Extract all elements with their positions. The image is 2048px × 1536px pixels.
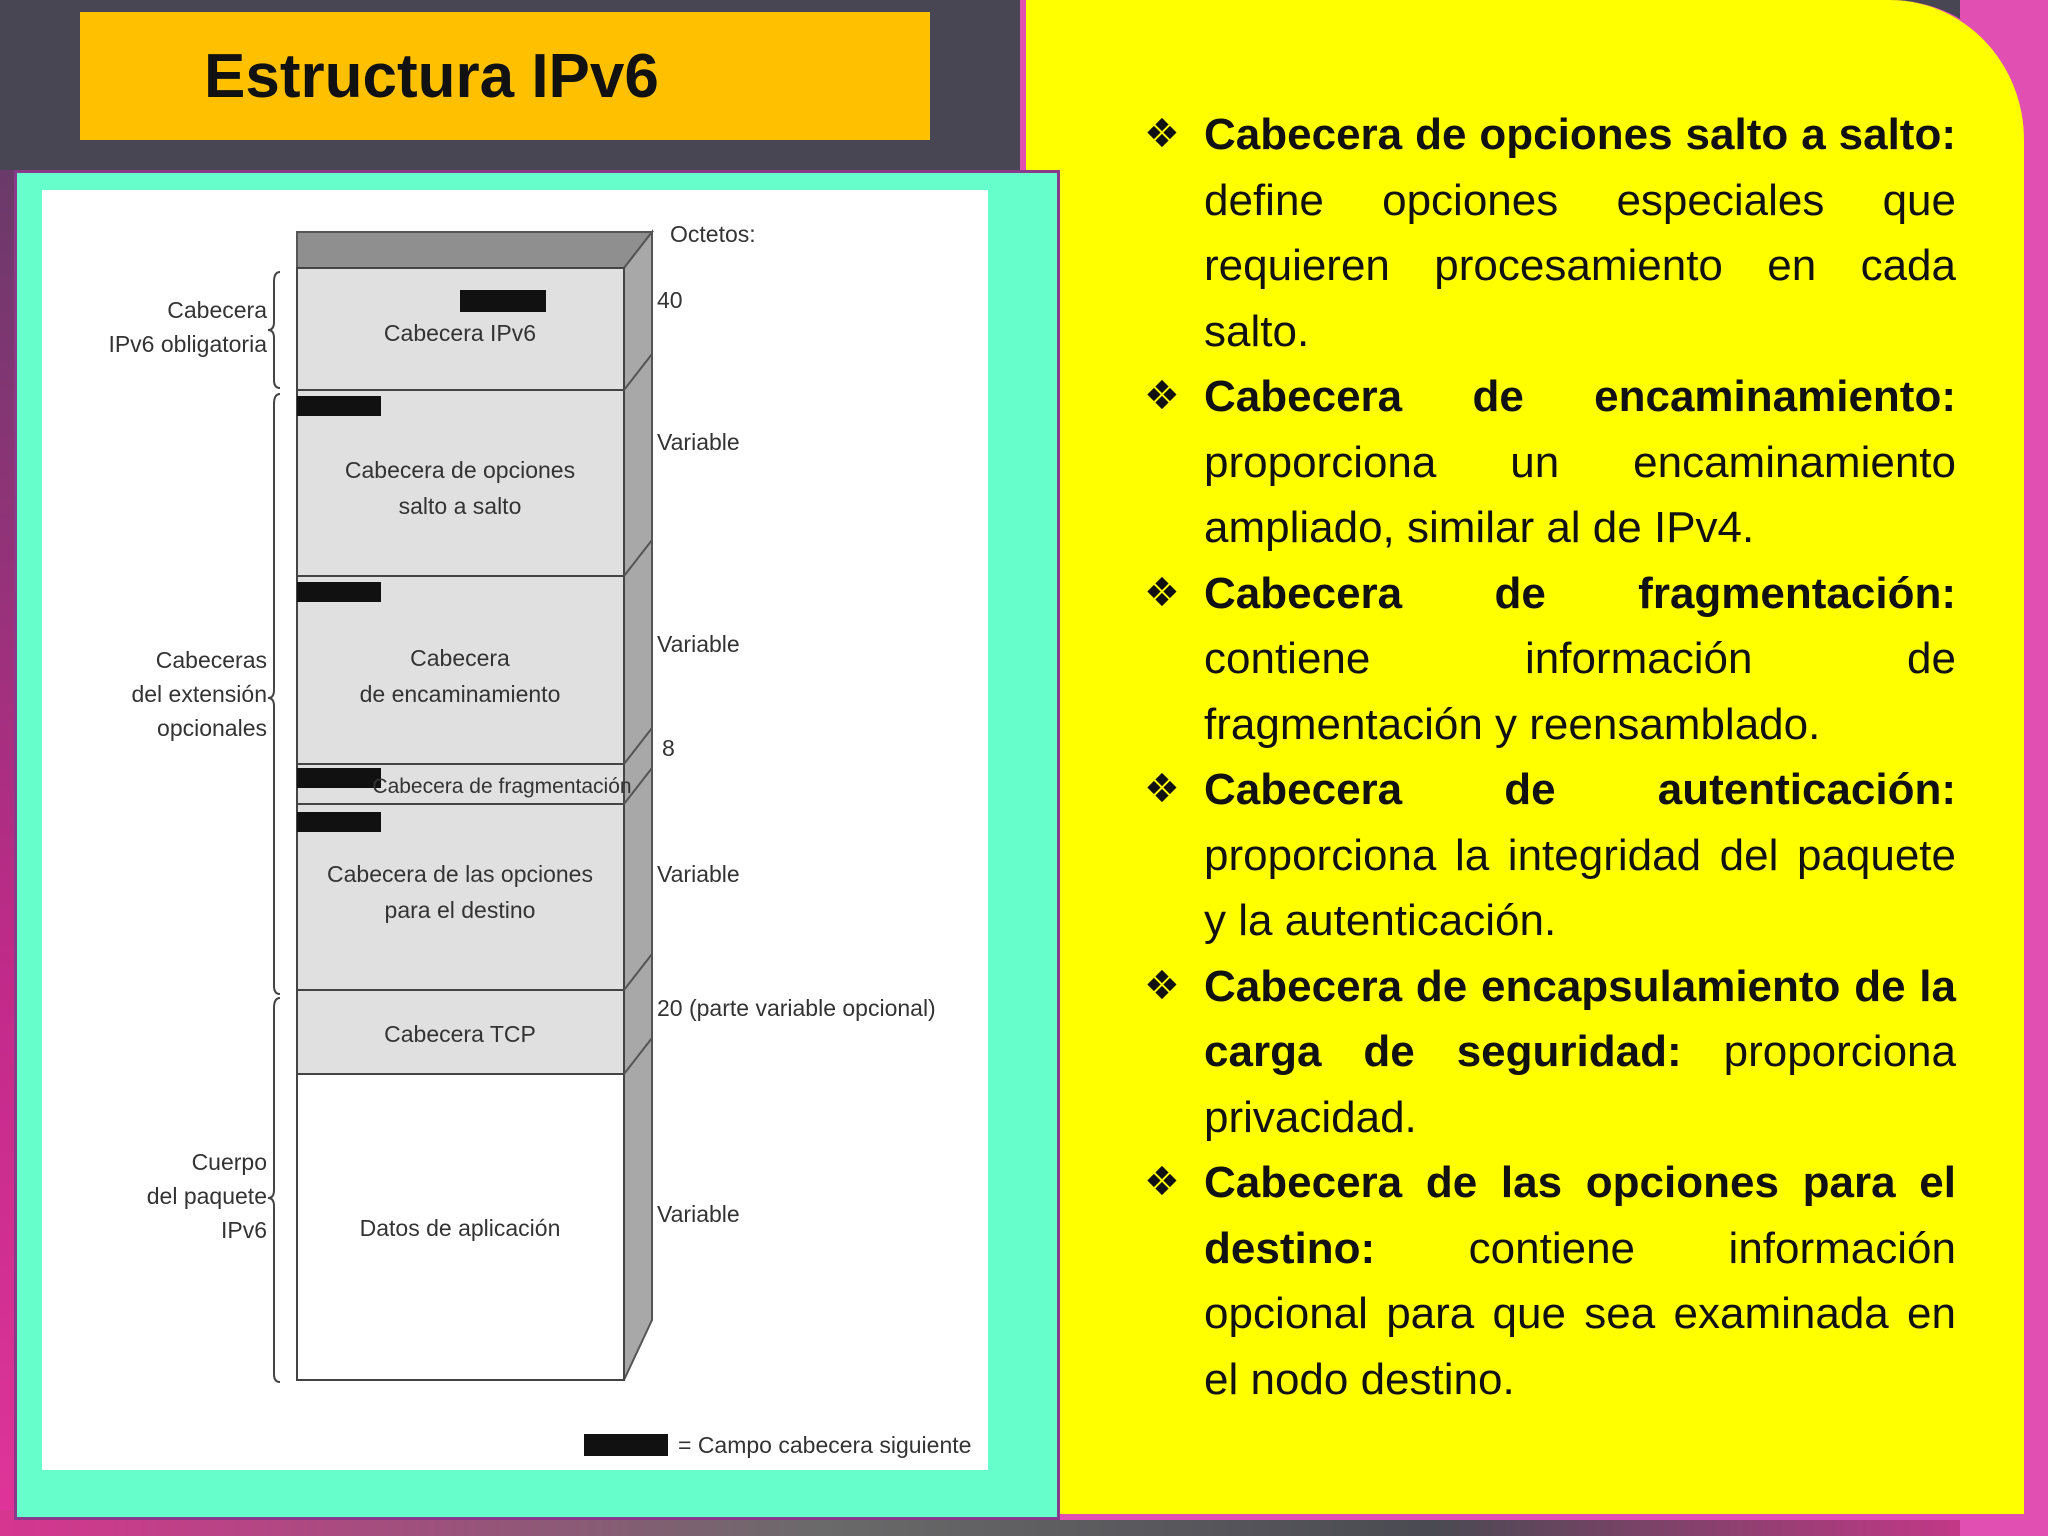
ipv6-structure-diagram <box>42 190 988 1470</box>
item-desc: contiene información de fragmentación y reensamblado. <box>1204 634 1956 749</box>
stack-top-face <box>297 232 652 268</box>
group-label: IPv6 <box>220 1217 267 1243</box>
next-header-field-marker <box>297 582 381 602</box>
block-label: para el destino <box>384 897 536 923</box>
item-desc: proporciona un encaminamiento ampliado, similar al de IPv4. <box>1204 437 1956 552</box>
block-label: Cabecera de fragmentación <box>372 775 632 798</box>
block-label: Cabecera de opciones <box>344 457 576 483</box>
group-label: Cabecera <box>167 297 267 323</box>
block-label: Cabecera <box>410 645 510 671</box>
stack-side-face <box>624 232 652 1380</box>
octet-size: Variable <box>657 861 740 887</box>
item-desc: define opciones especiales que requieren procesamiento en cada salto. <box>1204 175 1956 356</box>
block-label: Datos de aplicación <box>359 1215 561 1241</box>
legend-text: = Campo cabecera siguiente <box>678 1432 972 1458</box>
list-item <box>1144 757 1956 954</box>
page-title: Estructura IPv6 <box>204 41 659 111</box>
item-desc: proporciona la integridad del paquete y la autenticación. <box>1204 830 1956 945</box>
list-item <box>1144 364 1956 561</box>
item-desc: proporciona privacidad. <box>1204 1027 1956 1142</box>
title-bar <box>80 12 930 140</box>
list-item <box>1144 954 1956 1151</box>
group-label: del extensión <box>131 681 267 707</box>
group-brace <box>268 272 280 388</box>
block-label: Cabecera IPv6 <box>383 320 537 346</box>
diagram-area <box>42 190 988 1470</box>
diamond-bullet-icon: ❖ <box>1144 1159 1180 1205</box>
group-label: IPv6 obligatoria <box>108 331 267 357</box>
diamond-bullet-icon: ❖ <box>1144 111 1180 157</box>
next-header-field-marker <box>297 812 381 832</box>
block-hop-by-hop <box>297 390 624 576</box>
item-term: Cabecera de fragmentación: <box>1204 568 1956 618</box>
octet-size: 8 <box>662 735 675 761</box>
item-term: Cabecera de las opciones para el destino: <box>1204 1158 1956 1273</box>
block-label: Cabecera de las opciones <box>327 861 593 887</box>
octet-size: Variable <box>657 429 740 455</box>
block-label: Cabecera TCP <box>384 1021 536 1047</box>
list-item <box>1144 102 1956 364</box>
octet-size: 20 (parte variable opcional) <box>657 995 936 1021</box>
diamond-bullet-icon: ❖ <box>1144 569 1180 616</box>
next-header-field-marker <box>297 768 381 788</box>
group-label: Cabeceras <box>155 647 267 673</box>
list-item <box>1144 1150 1956 1412</box>
octet-size: Variable <box>657 1201 740 1227</box>
description-list <box>1144 102 1956 1412</box>
item-term: Cabecera de opciones salto a salto: <box>1204 110 1956 159</box>
octet-size: Variable <box>657 631 740 657</box>
legend-marker <box>584 1434 668 1456</box>
block-label: de encaminamiento <box>359 681 561 707</box>
next-header-field-marker <box>460 290 546 312</box>
item-term: Cabecera de encaminamiento: <box>1204 372 1956 421</box>
group-brace <box>268 998 280 1382</box>
item-term: Cabecera de encapsulamiento de la carga de seguridad: <box>1204 961 1956 1076</box>
octet-size: 40 <box>657 287 683 313</box>
next-header-field-marker <box>297 396 381 416</box>
group-brace <box>268 394 280 994</box>
group-label: del paquete <box>146 1183 267 1209</box>
group-label: Cuerpo <box>191 1149 267 1175</box>
item-desc: contiene información opcional para que sea examinada en el nodo destino. <box>1204 1223 1956 1404</box>
diamond-bullet-icon: ❖ <box>1144 766 1180 812</box>
diamond-bullet-icon: ❖ <box>1144 373 1180 419</box>
list-item <box>1144 561 1956 758</box>
block-label: salto a salto <box>398 493 522 519</box>
octets-header: Octetos: <box>670 221 756 247</box>
item-term: Cabecera de autenticación: <box>1204 765 1956 814</box>
group-label: opcionales <box>157 715 267 741</box>
diamond-bullet-icon: ❖ <box>1144 962 1180 1009</box>
